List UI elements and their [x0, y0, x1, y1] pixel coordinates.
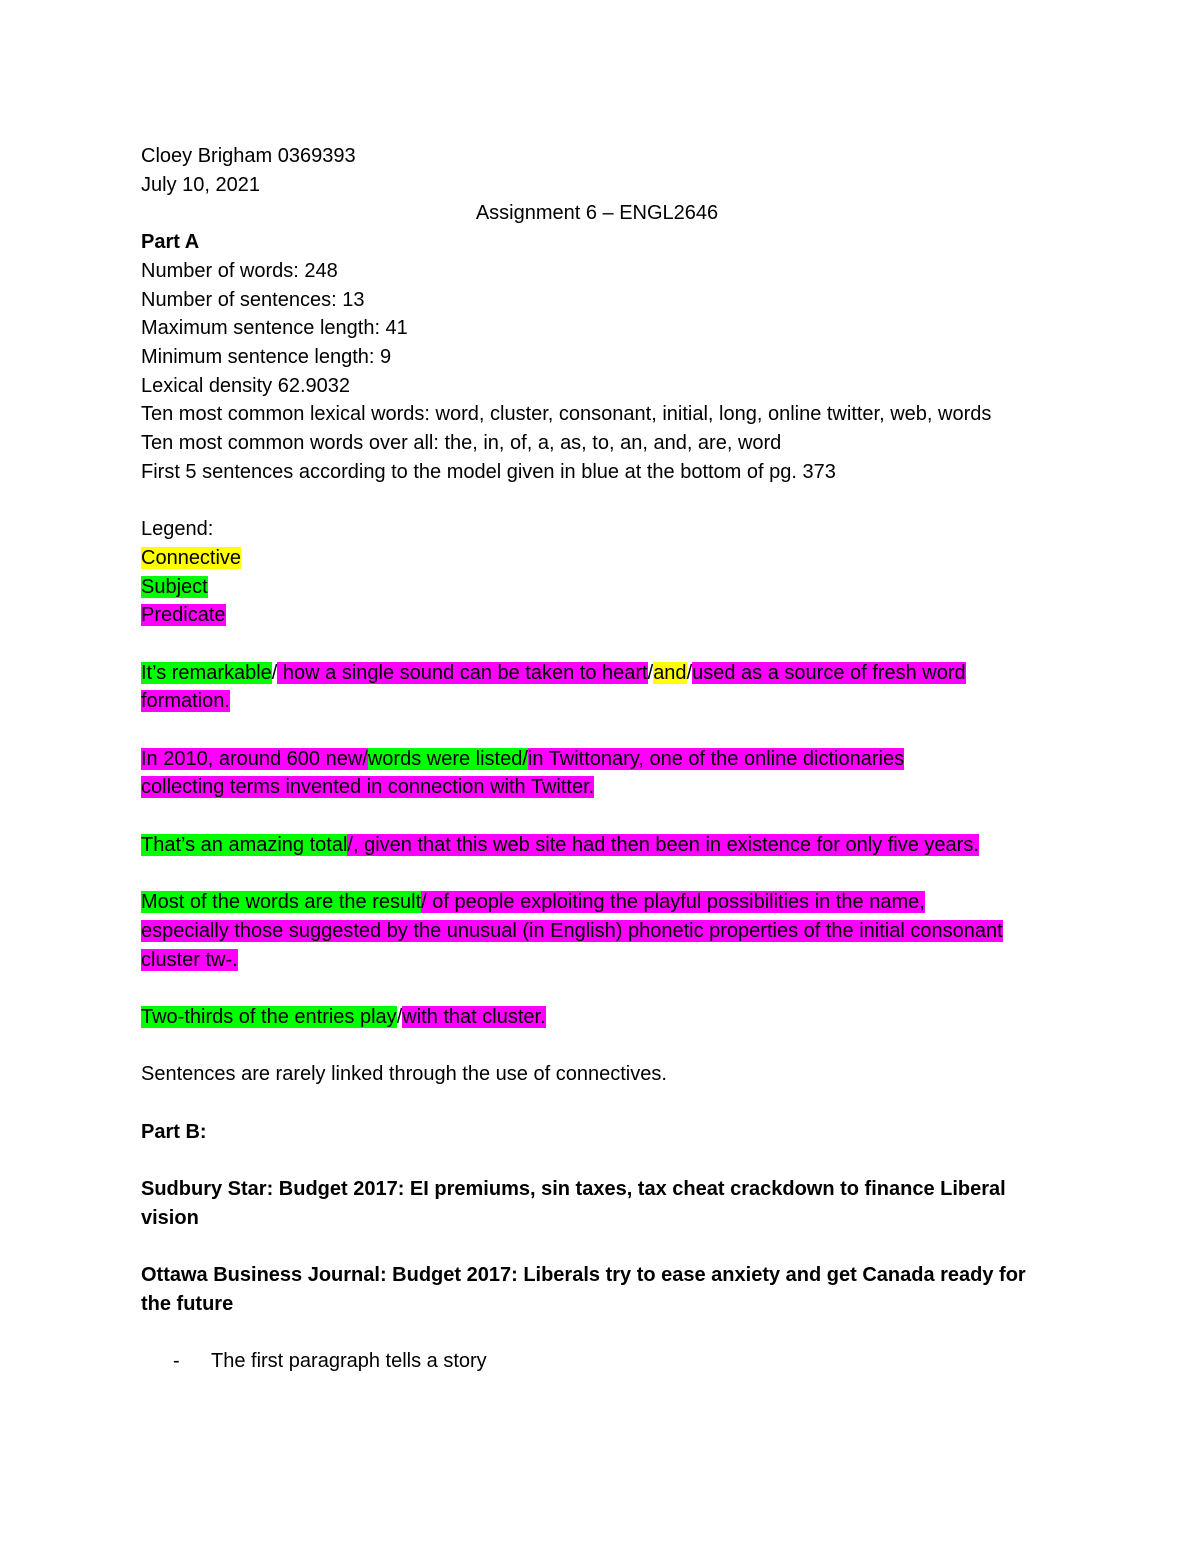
s1-predicate: how a single sound can be taken to heart	[277, 661, 648, 684]
stat-lexical-density: Lexical density 62.9032	[141, 374, 351, 397]
s1-predicate-2: used as a source of fresh word formation.	[141, 661, 966, 713]
spacer	[141, 860, 1061, 889]
bullet-item	[141, 1347, 1061, 1376]
document-page	[141, 142, 1061, 1376]
spacer	[141, 486, 1061, 515]
s5-subject: Two-thirds of the entries play	[141, 1006, 397, 1028]
sentence-3	[141, 831, 1056, 860]
sentence-2	[141, 745, 991, 802]
s4-predicate: / of people exploiting the playful possibilities in the name, especially those suggested by the unusual (in English) phonetic properties of the initial consonant cluster tw-.	[141, 891, 1003, 971]
headline-sudbury-star: Sudbury Star: Budget 2017: EI premiums, sin taxes, tax cheat crackdown to finance Liberal vision	[141, 1178, 1006, 1229]
s4-subject: Most of the words are the result	[141, 891, 422, 914]
legend-subject: Subject	[141, 575, 208, 598]
stat-min-length: Minimum sentence length: 9	[141, 345, 392, 368]
document-title: Assignment 6 – ENGL2646	[475, 202, 719, 225]
s5-slash: /	[396, 1006, 403, 1028]
sentence-1	[141, 659, 1041, 716]
bullet-dash: -	[173, 1350, 180, 1373]
legend-title: Legend:	[141, 518, 214, 541]
part-b-heading: Part B:	[141, 1120, 207, 1143]
spacer	[141, 716, 1061, 745]
legend-predicate: Predicate	[141, 604, 226, 627]
s1-slash-3: /	[686, 661, 693, 684]
part-a-heading: Part A	[141, 231, 200, 254]
author-line: Cloey Brigham 0369393	[141, 145, 356, 167]
spacer	[141, 1089, 1061, 1118]
s1-connective: and	[653, 661, 687, 684]
sentence-4	[141, 888, 1016, 974]
spacer	[141, 802, 1061, 831]
s3-predicate: /, given that this web site had then been in existence for only five years.	[347, 833, 979, 856]
bullet-text: The first paragraph tells a story	[211, 1350, 487, 1373]
sentence-5	[141, 1003, 1041, 1032]
s1-slash-2: /	[647, 661, 654, 684]
s1-subject: It’s remarkable	[141, 661, 272, 684]
s5-predicate: with that cluster.	[402, 1006, 546, 1028]
common-words-line: Ten most common words over all: the, in, of, a, as, to, an, and, are, word	[141, 432, 782, 455]
stat-words: Number of words: 248	[141, 259, 338, 282]
legend-connective: Connective	[141, 546, 242, 569]
headline-ottawa-business-journal: Ottawa Business Journal: Budget 2017: Liberals try to ease anxiety and get Canada ready for the future	[141, 1264, 1026, 1315]
s2-predicate: in Twittonary, one of the online dictionaries collecting terms invented in connection with Twitter.	[141, 747, 905, 799]
s2-subject: words were listed/	[367, 747, 528, 770]
date-line: July 10, 2021	[141, 173, 260, 196]
s1-slash: /	[271, 661, 278, 684]
spacer	[141, 1032, 1061, 1061]
spacer	[141, 1319, 1061, 1348]
lexical-words-line: Ten most common lexical words: word, cluster, consonant, initial, long, online twitter, web, words	[141, 403, 992, 426]
spacer	[141, 1146, 1061, 1175]
spacer	[141, 974, 1061, 1003]
connectives-note: Sentences are rarely linked through the use of connectives.	[141, 1063, 667, 1086]
s2-predicate-intro: In 2010, around 600 new/	[141, 747, 368, 770]
spacer	[141, 630, 1061, 659]
model-note-line: First 5 sentences according to the model given in blue at the bottom of pg. 373	[141, 460, 836, 483]
stat-max-length: Maximum sentence length: 41	[141, 317, 408, 340]
spacer	[141, 1233, 1061, 1262]
stat-sentences: Number of sentences: 13	[141, 288, 365, 311]
s3-subject: That’s an amazing total	[141, 833, 348, 856]
